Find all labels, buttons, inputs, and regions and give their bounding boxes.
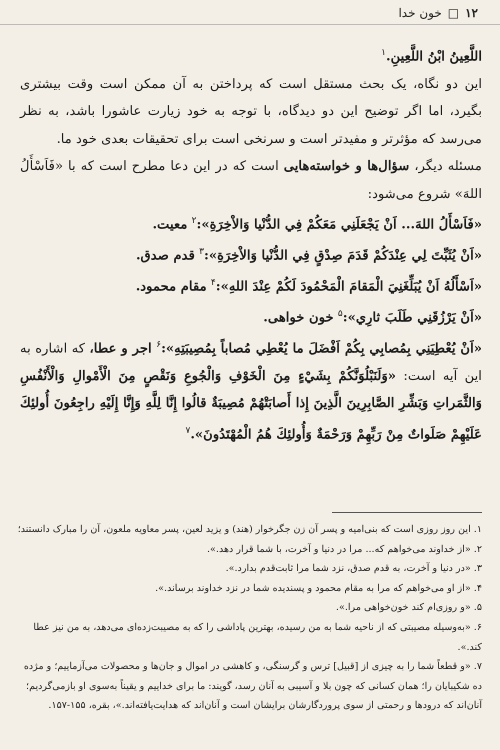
footnote-separator: [332, 512, 482, 513]
text-run: مسئله دیگر،: [414, 159, 482, 175]
page-number: ۱۲: [465, 6, 478, 20]
quote: «اَنْ يُعْطِيَنِي بِمُصابِي بِكُمْ اَفْضَلَ ما يُعْطِي مُصاباً بِمُصِيبَتِهِ»:: [161, 341, 482, 357]
footnote-ref: ۷: [185, 425, 191, 436]
header-separator: □: [447, 6, 460, 20]
footnote-ref: ۱: [381, 48, 386, 58]
footnote-ref: ۶: [156, 339, 162, 350]
footnote-7: ۷. «و قطعاً شما را به چیزی از [قبیل] ترس و گرسنگی، و کاهشی در اموال و جان‌ها و محصولات می‌آزماییم؛ و مژده ده شکیبایان را؛ همان کسانی که چون بلا و آسیبی به آنان رسد، گویند: ما برای خداییم و یقیناً به‌سوی او بازمی‌گردیم؛ آنان‌اند که درودها و رحمتی از سوی پروردگارشان برایشان است و آنان‌اند که هدایت‌یافته‌اند.»، بقره، ۱۵۵-۱۵۷.: [23, 661, 482, 712]
item-label: اجر و عطا،: [89, 341, 152, 357]
paragraph-5: [20, 332, 482, 449]
quote: «اَنْ يَرْزُقَنِي طَلَبَ ثارِي»:: [342, 310, 482, 326]
footnote-ref: ۳: [199, 247, 204, 258]
footnote-5: ۵. «و روزی‌ام کند خون‌خواهی مرا.».: [335, 602, 482, 614]
footnote-ref: ۲: [191, 216, 197, 227]
bold-run: سؤال‌ها و خواسته‌هایی: [283, 159, 410, 175]
petition-item-2: [20, 239, 482, 270]
quote: اللَّعِينُ ابْنُ اللَّعِينِ.: [385, 49, 482, 65]
main-text: [20, 40, 482, 449]
quran-verse: «وَلَنَبْلُوَنَّكُمْ بِشَيْءٍ مِنَ الْخَوْفِ وَالْجُوعِ وَنَقْصٍ مِنَ الْأَمْوالِ وَالْأَنْفُسِ وَالثَّمَراتِ وَبَشِّرِ الصَّابِرِينَ الَّذِينَ إِذا أَصابَتْهُمْ مُصِيبَةٌ قالُوا إِنَّا لِلَّهِ وَإِنَّا إِلَيْهِ راجِعُونَ أُولئِكَ عَلَيْهِمْ صَلَواتٌ مِنْ رَبِّهِمْ وَرَحْمَةٌ وَأُولئِكَ هُمُ الْمُهْتَدُونَ».: [20, 368, 482, 443]
footnote-1: ۱. این روز روزی است که بنی‌امیه و پسر آن زن جگرخوار (هند) و یزید لعین، پسر معاویه ملعون، آن را مبارک دانستند؛: [17, 524, 482, 535]
text-run: که اشاره به این آیه است:: [20, 341, 482, 384]
petition-item-1: [20, 208, 482, 239]
footnote-3: ۳. «در دنیا و آخرت، به قدم صدق، نزد شما مرا ثابت‌قدم بدارد.».: [225, 563, 482, 575]
footnote-6: ۶. «به‌وسیله مصیبتی که از ناحیه شما به من رسیده، بهترین پاداشی را که به مصیبت‌زده‌ای می‌دهد، به من نیز عطا کند.».: [33, 621, 482, 653]
footnote-ref: ۵: [337, 309, 343, 320]
petition-item-4: [20, 301, 482, 332]
paragraph-1: [20, 40, 482, 71]
footnote-4: ۴. «از او می‌خواهم که مرا به مقام محمود و پسندیده شما در نزد خداوند برساند.».: [155, 582, 482, 594]
item-label: قدم صدق.: [135, 248, 195, 264]
footnotes: [16, 520, 482, 716]
text-run: است که در این دعا مطرح است که با «فَاَسْأَلُ اللهَ» شروع می‌شود:: [20, 159, 482, 202]
running-header: [398, 6, 478, 20]
item-label: معیت.: [152, 217, 188, 233]
quote: «فَاَسْأَلُ اللهَ... اَنْ يَجْعَلَنِي مَعَكُمْ فِي الدُّنْيا وَالاْخِرَةِ»:: [196, 217, 482, 233]
header-rule: [0, 24, 500, 25]
item-label: خون خواهی.: [263, 310, 334, 326]
item-label: مقام محمود.: [135, 279, 207, 295]
paragraph-2: این دو نگاه، یک بحث مستقل است که پرداختن به آن ممکن است وقت بیشتری بگیرد، اما اگر توضیح این دو دیدگاه، با توجه به خود زیارت عاشورا باشد، به نظر می‌رسد که مؤثرتر و مفیدتر است و سرنخی است برای تحقیقات بعدی خود ما.: [20, 76, 482, 147]
petition-item-3: [20, 270, 482, 301]
footnote-2: ۲. «از خداوند می‌خواهم که... مرا در دنیا و آخرت، با شما قرار دهد.».: [206, 543, 482, 555]
quote: «اَنْ يُثَبِّتَ لِي عِنْدَكُمْ قَدَمَ صِدْقٍ فِي الدُّنْيا وَالاْخِرَةِ»:: [203, 248, 482, 264]
quote: «اَسْأَلُهُ اَنْ يُبَلِّغَنِيَ الْمَقامَ الْمَحْمُودَ لَكُمْ عِنْدَ اللهِ»:: [215, 279, 482, 295]
footnote-ref: ۴: [210, 278, 216, 289]
book-title: خون خدا: [398, 6, 442, 20]
paragraph-3: [20, 153, 482, 208]
